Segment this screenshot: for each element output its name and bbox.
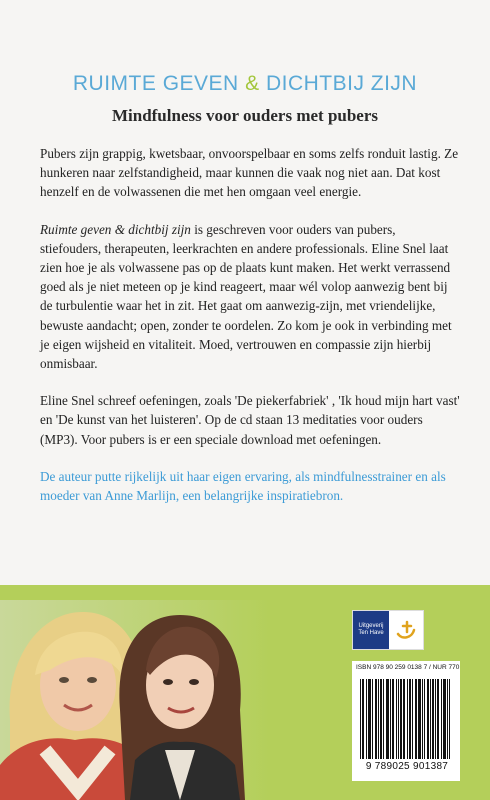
blurb-text	[40, 144, 460, 523]
blurb-paragraph-2	[40, 220, 460, 374]
barcode-number: 9 789025 901387	[365, 761, 449, 772]
book-title	[0, 72, 490, 96]
barcode-icon	[360, 679, 452, 759]
blurb-paragraph-1: Pubers zijn grappig, kwetsbaar, onvoorspelbaar en soms zelfs ronduit lastig. Ze hunkeren naar zelfstandigheid, maar kunnen die vaak nog niet aan. Dat kost henzelf en de volwassenen die met hen omgaan veel energie.	[40, 146, 459, 200]
publisher-line-1: Uitgeverij	[358, 623, 384, 629]
title-part-2: DICHTBIJ ZIJN	[265, 72, 418, 95]
author-photo	[0, 600, 270, 800]
publisher-name-block	[353, 611, 389, 649]
title-ampersand: &	[245, 72, 260, 95]
blurb-title-italic: Ruimte geven & dichtbij zijn	[40, 221, 191, 237]
isbn-barcode-block	[352, 661, 460, 781]
title-part-1: RUIMTE GEVEN	[72, 72, 239, 95]
isbn-line: ISBN 978 90 259 0138 7 / NUR 770	[356, 664, 460, 671]
blurb-paragraph-3: Eline Snel schreef oefeningen, zoals 'De piekerfabriek' , 'Ik houd mijn hart vast' en 'De kunst van het luisteren'. Op de cd staan 13 meditaties voor ouders (MP3). Voor pubers is er een speciale download met oefeningen.	[40, 393, 460, 447]
blurb-paragraph-2-text: is geschreven voor ouders van pubers, stiefouders, therapeuten, leerkrachten en andere professionals. Eline Snel laat zien hoe je als volwassene pas op de plaats kunt maken. Het werkt verrassend goed als je niet meteen op je kind reageert, maar wél volop aanwezig bent bij de turbulentie waar het in zit. Het gaat om aanwezig-zijn, met vriendelijke, bewuste aandacht; open, zonder te oordelen. Zo kom je ook in verbinding met je eigen wijsheid en vitaliteit. Moed, vertrouwen en compassie zijn hierbij onmisbaar.	[40, 221, 452, 372]
publisher-line-2: Ten Have	[358, 630, 384, 636]
blurb-paragraph-4: De auteur putte rijkelijk uit haar eigen ervaring, als mindfulnesstrainer en als moeder van Anne Marlijn, een belangrijke inspiratiebron.	[40, 468, 446, 504]
publisher-logo	[352, 610, 424, 650]
publisher-emblem-icon	[389, 611, 423, 649]
book-subtitle: Mindfulness voor ouders met pubers	[111, 106, 379, 125]
